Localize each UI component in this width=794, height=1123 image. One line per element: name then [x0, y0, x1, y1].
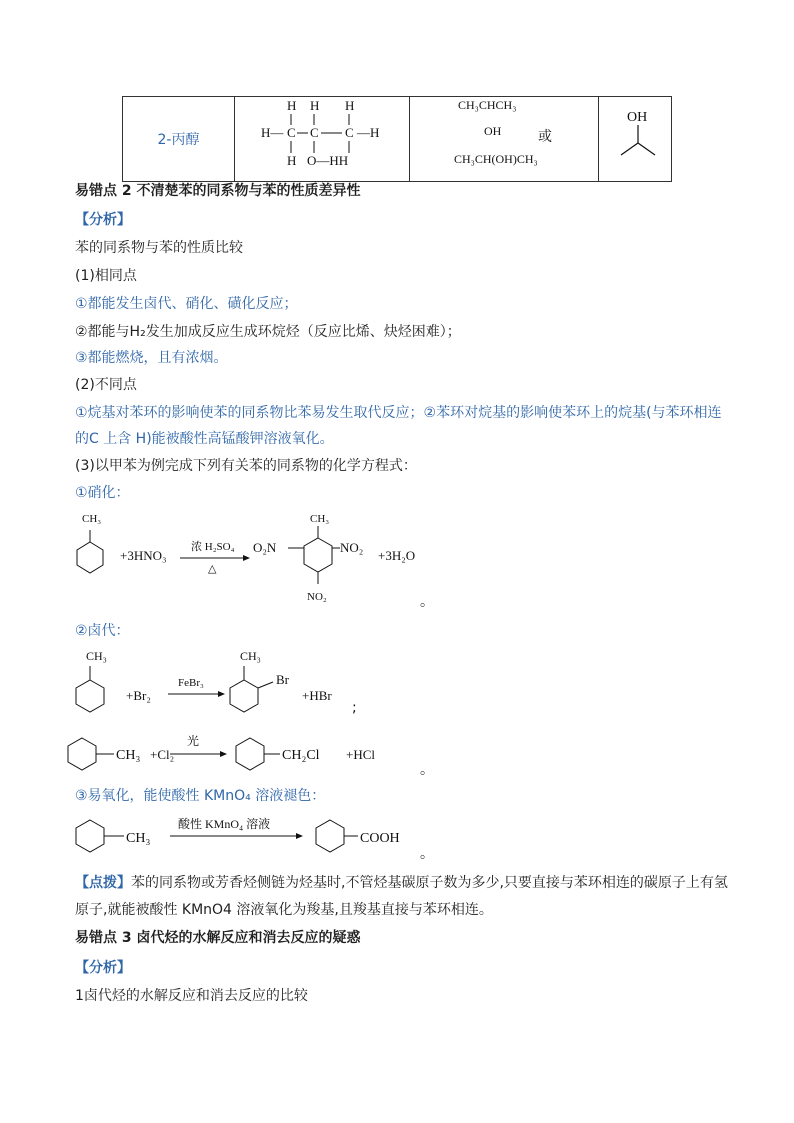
- tnt-ch3: CH₃: [310, 513, 330, 525]
- section-3-heading: 易错点 3 卤代烃的水解反应和消去反应的疑惑: [75, 930, 361, 946]
- diff-line-2: 的C 上含 H)能被酸性高锰酸钾溶液氧化。: [75, 431, 334, 447]
- h-right: —H: [357, 125, 380, 140]
- cond-heat: △: [208, 563, 217, 575]
- c-2: C: [310, 125, 319, 140]
- benzoic-acid-cooh: COOH: [360, 831, 400, 846]
- same-point-1: ①都能发生卤代、硝化、磺化反应；: [75, 296, 298, 312]
- tnt-ring: [304, 538, 332, 572]
- tip-line-2: 原子,就能被酸性 KMnO4 溶液氧化为羧基,且羧基直接与苯环相连。: [75, 902, 493, 918]
- nitration-label: ①硝化：: [75, 485, 130, 501]
- cond-kmno4: 酸性 KMnO₄ 溶液: [178, 817, 271, 831]
- or-text: 或: [538, 129, 552, 145]
- skeletal-oh: OH: [627, 110, 648, 125]
- bromination-ch3: CH₃: [86, 649, 107, 663]
- eq2-end: ;: [352, 700, 357, 716]
- h-top-3: H: [345, 98, 355, 113]
- cond-febr3: FeBr₃: [178, 677, 204, 689]
- h-left: H—: [261, 125, 284, 140]
- oxidation-label: ③易氧化，能使酸性 KMnO₄ 溶液褪色：: [75, 788, 326, 804]
- oxidation-ch3: CH₃: [126, 831, 151, 846]
- structural-formula: [235, 97, 409, 177]
- tnt-o2n: O₂N: [253, 540, 277, 555]
- same-heading: (1)相同点: [75, 268, 137, 284]
- tip-text-1: 苯的同系物或芳香烃侧链为烃基时,不管烃基碳原子数为多少,只要直接与苯环相连的碳原子上有氢: [131, 875, 728, 891]
- table-cell-skeletal: [599, 97, 672, 182]
- oxidation-equation: [60, 812, 440, 862]
- example-heading: (3)以甲苯为例完成下列有关苯的同系物的化学方程式：: [75, 458, 417, 474]
- tnt-no2-right: NO₂: [340, 540, 364, 555]
- diff-heading: (2)不同点: [75, 377, 137, 393]
- toluene-ch3: CH₃: [82, 513, 102, 525]
- cond-h2so4: 浓 H₂SO₄: [191, 541, 235, 553]
- eq1-end: 。: [420, 594, 434, 610]
- compare-title: 苯的同系物与苯的性质比较: [75, 240, 243, 256]
- c-3: C: [345, 125, 354, 140]
- reagent-br2: +Br₂: [126, 688, 151, 703]
- tip-label: 【点拨】: [75, 875, 131, 891]
- condensed-oh: OH: [484, 124, 502, 138]
- reagent-cl2: +Cl₂: [150, 747, 175, 762]
- hcl-product: +HCl: [346, 747, 376, 762]
- chlorination-equation: [60, 728, 440, 778]
- analysis-label: 【分析】: [75, 212, 131, 228]
- oh-bottom: O—HH: [307, 153, 349, 168]
- c-1: C: [287, 125, 296, 140]
- propanol-table: [122, 96, 672, 182]
- table-cell-structural: [235, 97, 410, 182]
- nitration-equation: [60, 508, 440, 608]
- eq3-end: 。: [420, 762, 434, 778]
- halogenation-label: ②卤代：: [75, 623, 130, 639]
- reagent-hno3: +3HNO₃: [120, 548, 167, 563]
- compound-name: 2-丙醇: [157, 132, 200, 148]
- chlorination-ch3: CH₃: [116, 748, 141, 763]
- hbr-product: +HBr: [302, 688, 332, 703]
- water-product: +3H₂O: [378, 548, 416, 563]
- condensed-line1: CH₃CHCH₃: [458, 98, 517, 112]
- diff-line-1: ①烷基对苯环的影响使苯的同系物比苯易发生取代反应；②苯环对烷基的影响使苯环上的烷基(与苯环相连: [75, 405, 722, 421]
- tnt-no2-bottom: NO₂: [307, 591, 327, 603]
- section-2-heading: 易错点 2 不清楚苯的同系物与苯的性质差异性: [75, 183, 361, 199]
- table-cell-name: [123, 97, 235, 182]
- same-point-2: ②都能与H₂发生加成反应生成环烷烃（反应比烯、炔烃困难）；: [75, 324, 461, 340]
- bromotoluene-ch3: CH₃: [240, 649, 261, 663]
- tip-line-1: [75, 872, 728, 892]
- h-top-2: H: [310, 98, 320, 113]
- h-top-1: H: [287, 98, 297, 113]
- same-point-3: ③都能燃烧，且有浓烟。: [75, 350, 228, 366]
- compare-title-2: 1卤代烃的水解反应和消去反应的比较: [75, 988, 308, 1004]
- condensed-line2: CH₃CH(OH)CH₃: [454, 152, 538, 166]
- table-cell-condensed: [410, 97, 599, 182]
- toluene-ring: [77, 542, 103, 573]
- cond-light: 光: [187, 734, 200, 748]
- analysis-label-2: 【分析】: [75, 960, 131, 976]
- bromotoluene-br: Br: [276, 672, 289, 687]
- bonds: [291, 114, 349, 153]
- skeletal-formula: [599, 97, 671, 177]
- bromination-equation: [60, 640, 380, 720]
- benzyl-chloride: CH₂Cl: [282, 748, 320, 763]
- eq4-end: 。: [420, 846, 434, 862]
- h-bottom-1: H: [287, 153, 297, 168]
